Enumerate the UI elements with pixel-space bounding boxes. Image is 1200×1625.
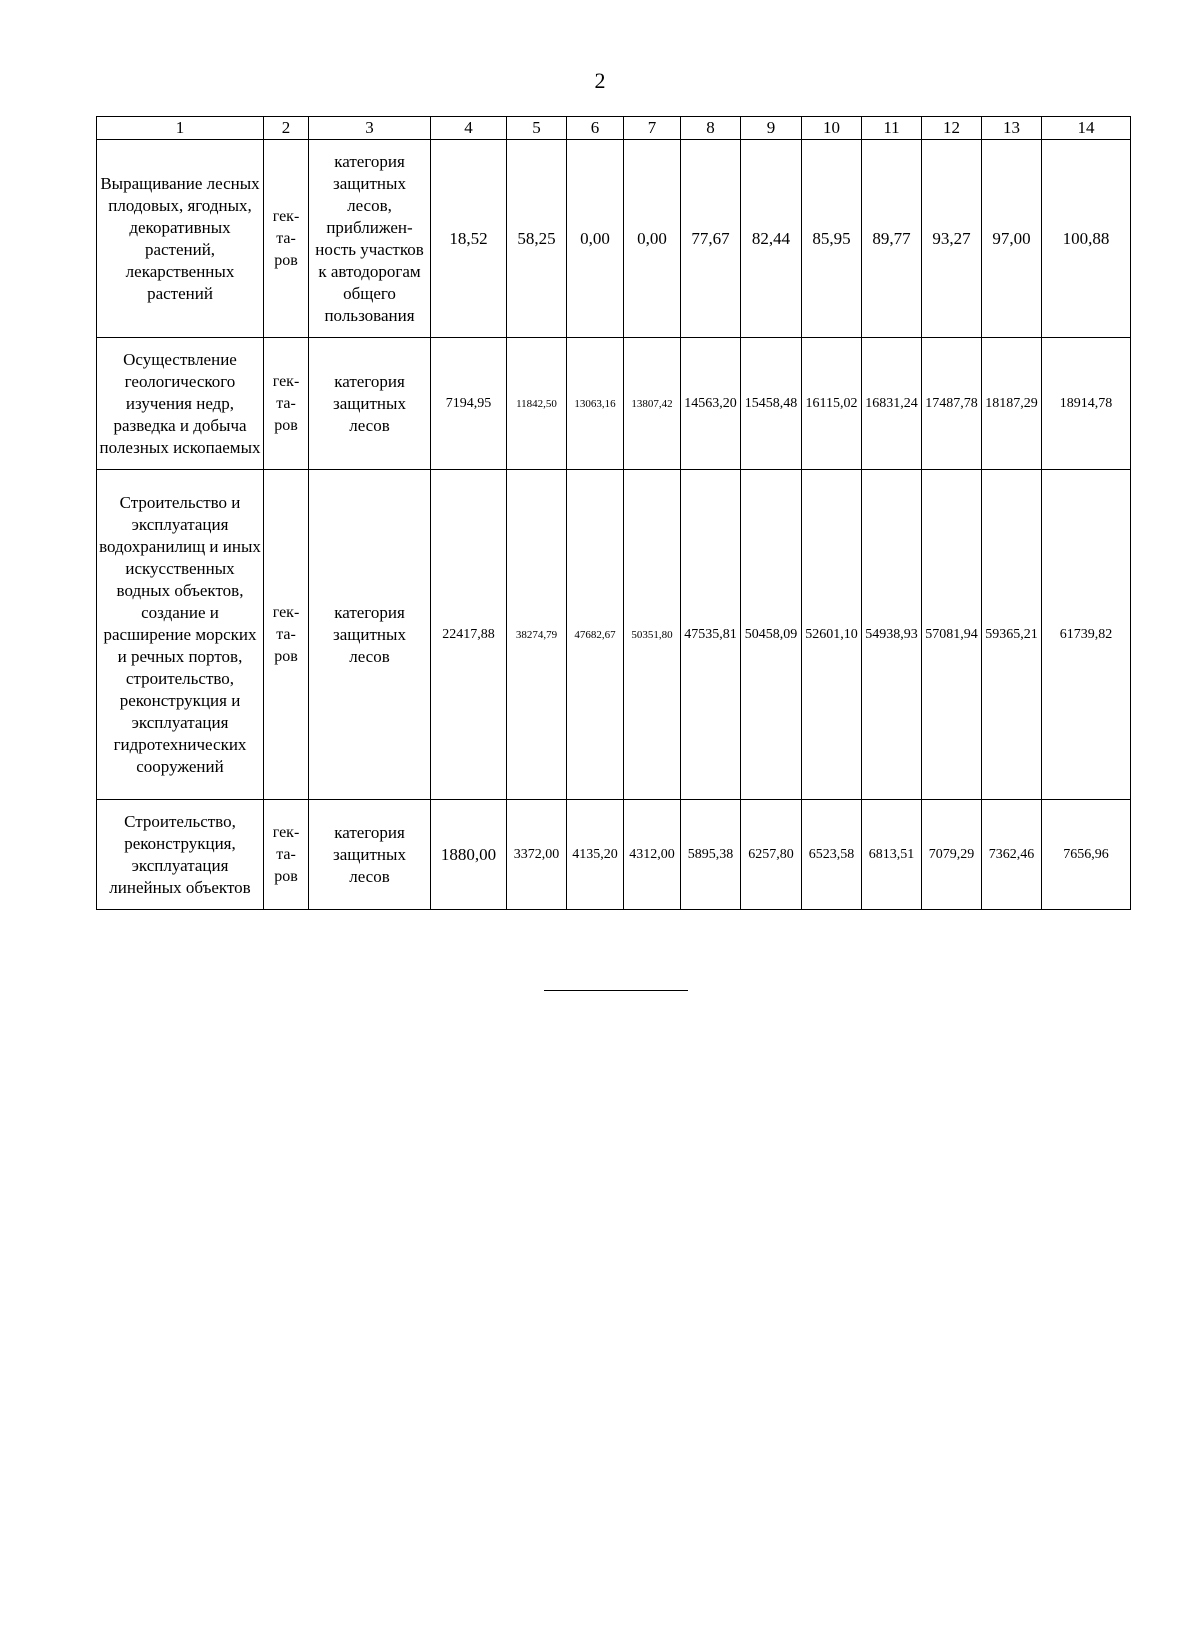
criterion-cell: категория защитных лесов [309,470,431,800]
header-cell: 8 [681,117,741,140]
value-cell: 57081,94 [922,470,982,800]
value-cell: 6813,51 [862,800,922,910]
value-cell: 93,27 [922,140,982,338]
value-cell: 4135,20 [567,800,624,910]
header-cell: 1 [97,117,264,140]
header-cell: 10 [802,117,862,140]
page-number: 2 [594,68,606,93]
value-cell: 18,52 [431,140,507,338]
value-cell: 0,00 [567,140,624,338]
value-cell: 1880,00 [431,800,507,910]
header-cell: 3 [309,117,431,140]
value-cell: 13807,42 [624,338,681,470]
unit-cell: гек-та-ров [264,140,309,338]
unit-cell: гек-та-ров [264,470,309,800]
header-cell: 5 [507,117,567,140]
value-cell: 47535,81 [681,470,741,800]
value-cell: 4312,00 [624,800,681,910]
header-cell: 2 [264,117,309,140]
end-divider [544,990,688,991]
value-cell: 3372,00 [507,800,567,910]
data-table [96,116,1131,910]
value-cell: 38274,79 [507,470,567,800]
value-cell: 13063,16 [567,338,624,470]
value-cell: 100,88 [1042,140,1131,338]
header-cell: 9 [741,117,802,140]
value-cell: 17487,78 [922,338,982,470]
value-cell: 97,00 [982,140,1042,338]
value-cell: 59365,21 [982,470,1042,800]
header-cell: 6 [567,117,624,140]
value-cell: 61739,82 [1042,470,1131,800]
criterion-cell: категория защитных лесов, приближен-ность участков к автодорогам общего пользования [309,140,431,338]
value-cell: 6523,58 [802,800,862,910]
value-cell: 7194,95 [431,338,507,470]
value-cell: 7079,29 [922,800,982,910]
value-cell: 50351,80 [624,470,681,800]
activity-name: Выращивание лесных плодовых, ягодных, декоративных растений, лекарственных растений [97,140,264,338]
value-cell: 85,95 [802,140,862,338]
value-cell: 15458,48 [741,338,802,470]
header-cell: 13 [982,117,1042,140]
header-cell: 14 [1042,117,1131,140]
value-cell: 11842,50 [507,338,567,470]
value-cell: 89,77 [862,140,922,338]
value-cell: 14563,20 [681,338,741,470]
activity-name: Строительство, реконструкция, эксплуатация линейных объектов [97,800,264,910]
activity-name: Строительство и эксплуатация водохранилищ и иных искусственных водных объектов, создание и расширение морских и речных портов, строительство, реконструкция и эксплуатация гидротехнических сооружений [97,470,264,800]
value-cell: 5895,38 [681,800,741,910]
value-cell: 22417,88 [431,470,507,800]
value-cell: 77,67 [681,140,741,338]
unit-cell: гек-та-ров [264,338,309,470]
table-row [97,140,1131,338]
criterion-cell: категория защитных лесов [309,338,431,470]
value-cell: 18187,29 [982,338,1042,470]
table-row [97,800,1131,910]
table-row [97,470,1131,800]
value-cell: 54938,93 [862,470,922,800]
value-cell: 50458,09 [741,470,802,800]
value-cell: 0,00 [624,140,681,338]
header-cell: 12 [922,117,982,140]
table-row [97,338,1131,470]
value-cell: 6257,80 [741,800,802,910]
value-cell: 82,44 [741,140,802,338]
value-cell: 47682,67 [567,470,624,800]
unit-cell: гек-та-ров [264,800,309,910]
header-cell: 11 [862,117,922,140]
header-row [97,117,1131,140]
header-cell: 7 [624,117,681,140]
value-cell: 18914,78 [1042,338,1131,470]
activity-name: Осуществление геологического изучения недр, разведка и добыча полезных ископаемых [97,338,264,470]
value-cell: 16115,02 [802,338,862,470]
value-cell: 7656,96 [1042,800,1131,910]
value-cell: 16831,24 [862,338,922,470]
value-cell: 7362,46 [982,800,1042,910]
header-cell: 4 [431,117,507,140]
criterion-cell: категория защитных лесов [309,800,431,910]
value-cell: 58,25 [507,140,567,338]
value-cell: 52601,10 [802,470,862,800]
